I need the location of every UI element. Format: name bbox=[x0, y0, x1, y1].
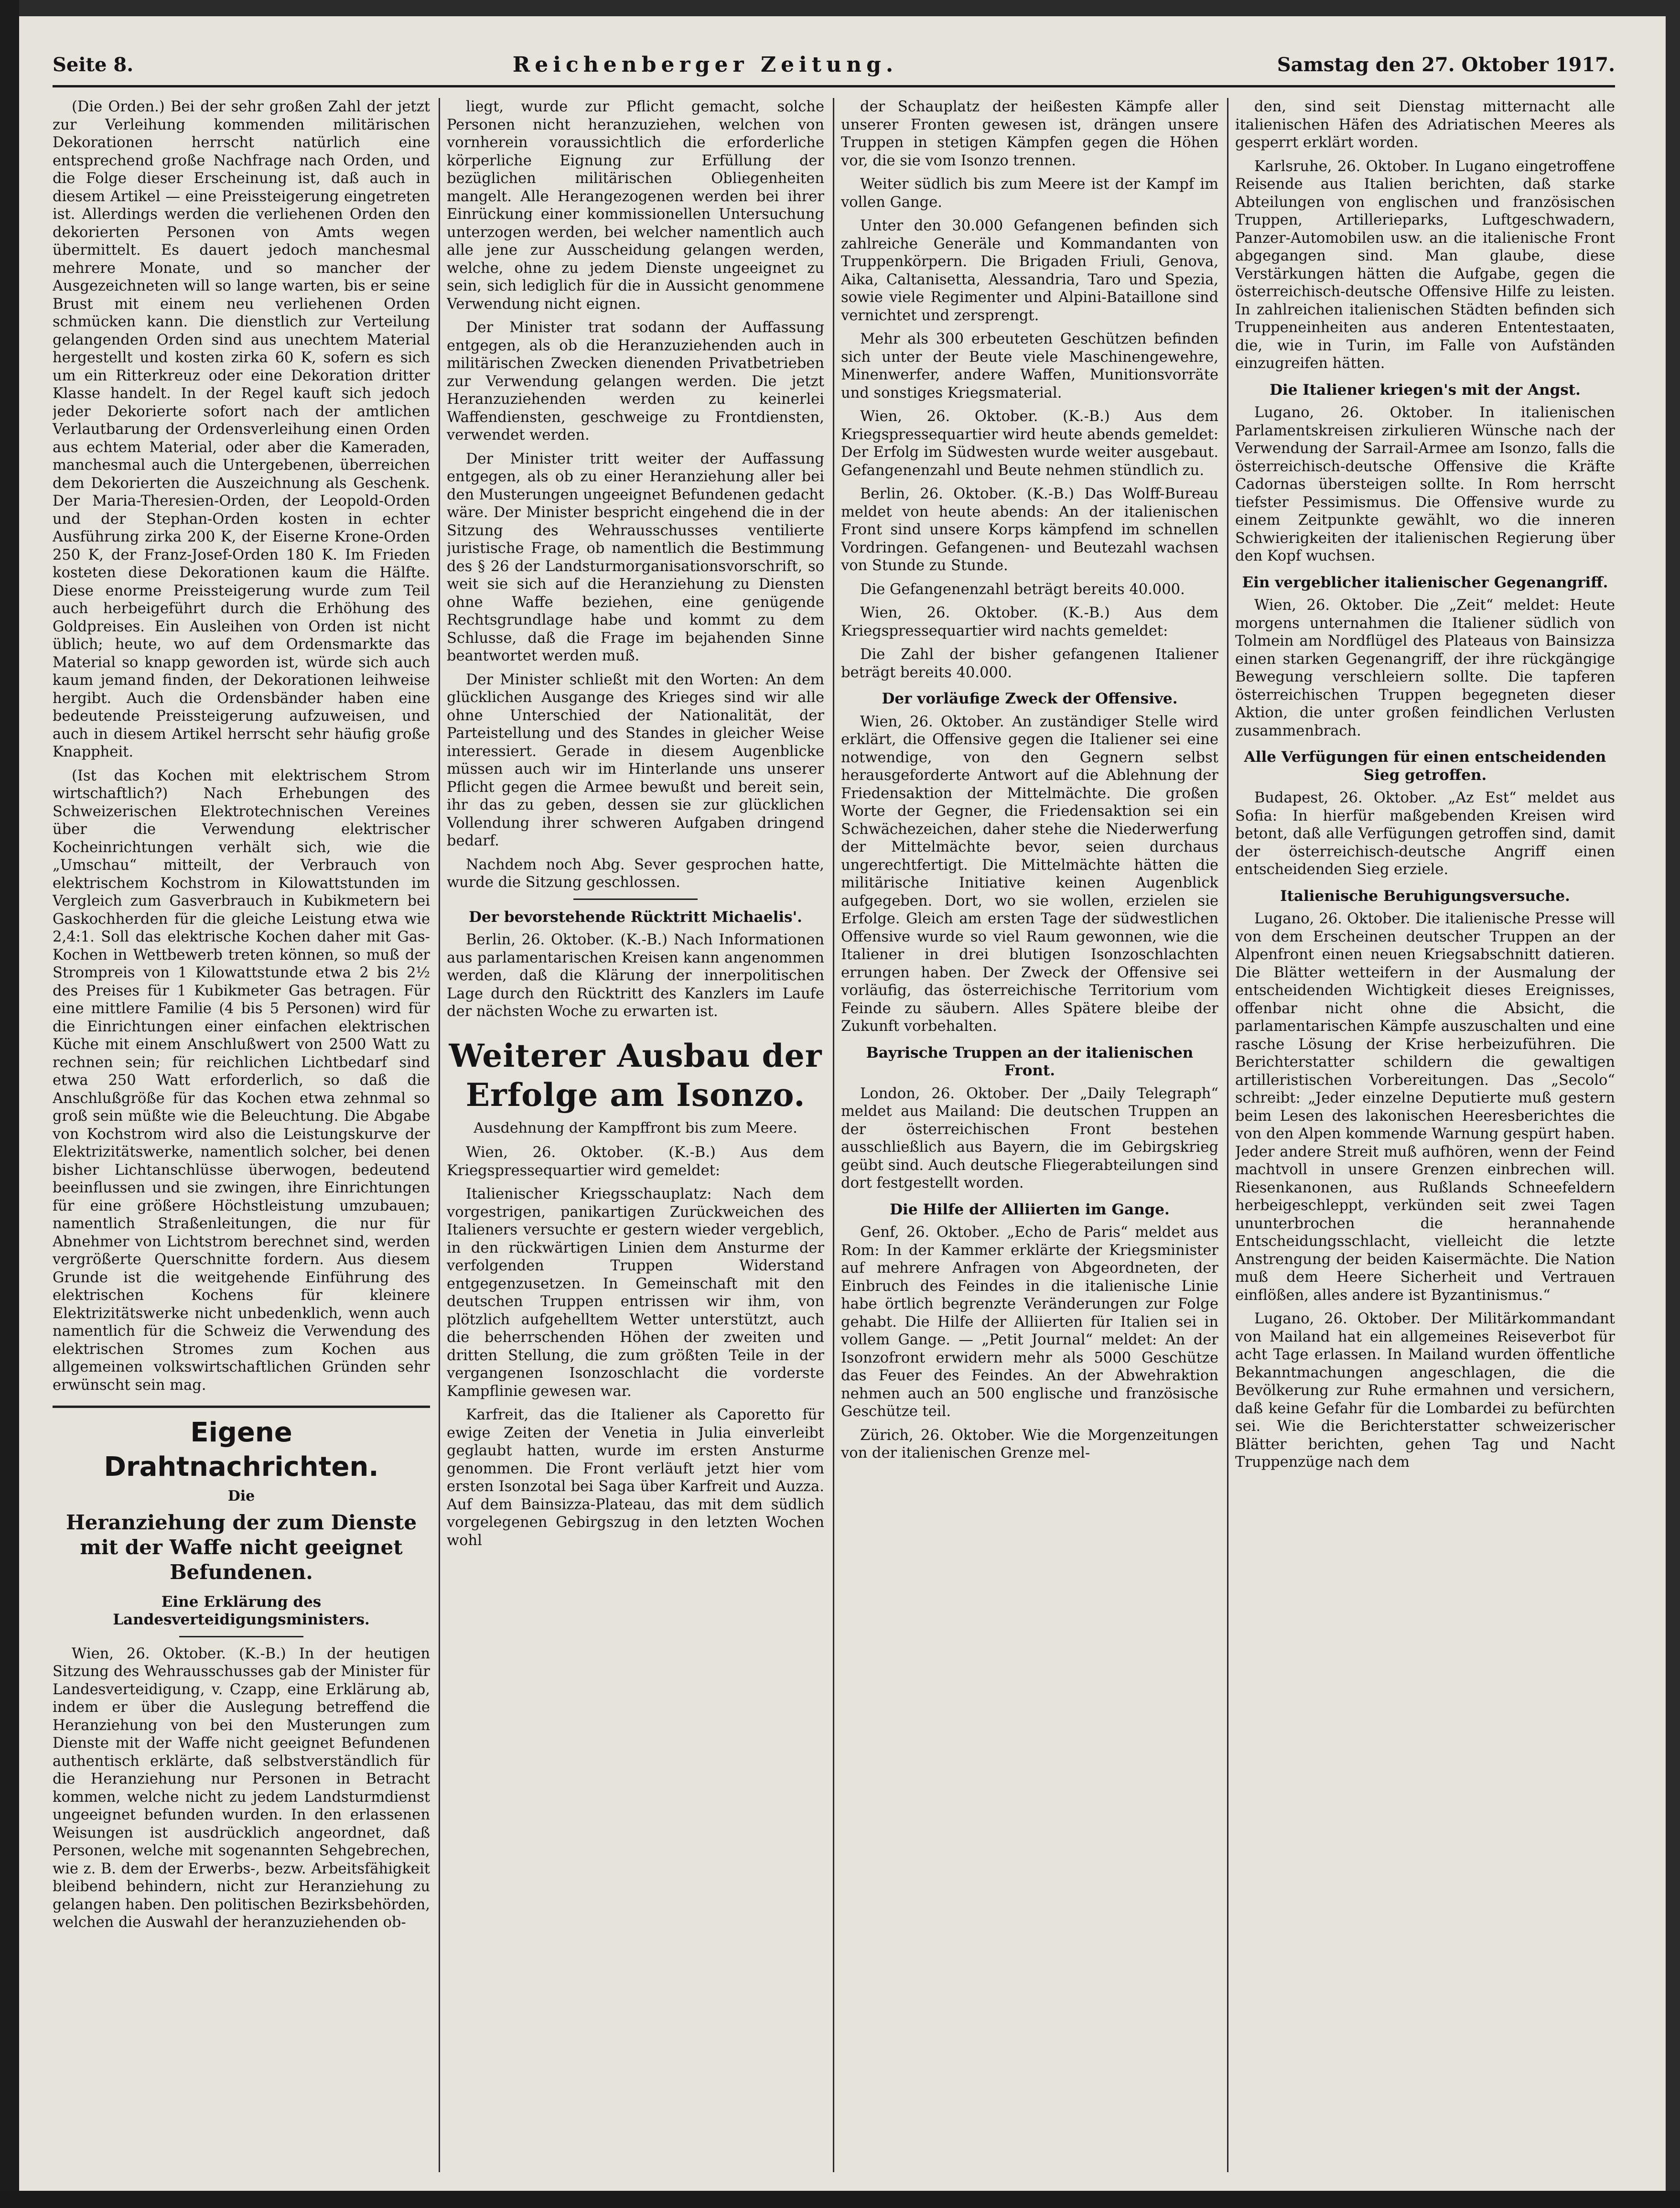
subhead: Der vorläufige Zweck der Offensive. bbox=[882, 690, 1178, 707]
column-rule bbox=[833, 98, 834, 2172]
article-orden: (Die Orden.) Bei der sehr großen Zahl der jetzt zur Verleihung kommenden militärischen Dekorationen herrscht natürlich eine entsprechend große Nachfrage nach Orden, und die Folge dieser Erscheinung ist, daß auch in diesem Artikel — eine Preissteigerung eingetreten ist. Allerdings werden die verliehenen Orden den dekorierten Personen von Amts wegen übermittelt. Es dauert jedoch manchesmal mehrere Monate, und so mancher der Ausgezeichneten will so lange warten, bis er seine Brust mit einem neu verliehenen Orden schmücken kann. Die dienstlich zur Verteilung gelangenden Orden sind aus unechtem Material hergestellt und kosten zirka 60 K, sofern es sich um ein Ritterkreuz oder eine Dekoration dritter Klasse handelt. In der Regel kauft sich jedoch jeder Dekorierte sofort nach der amtlichen Verlautbarung der Ordensverleihung einen Orden aus echtem Material, oder aber die Kameraden, manchesmal auch die Untergebenen, überreichen dem Dekorierten die Auszeichnung als Geschenk. Der Maria-Theresien-Orden, der Leopold-Orden und der Stephan-Orden kosten in echter Ausführung zirka 200 K, der Eiserne Krone-Orden 250 K, der Franz-Josef-Orden 180 K. Im Frieden kosteten diese Dekorationen kaum die Hälfte. Diese enorme Preissteigerung wurde zum Teil auch herbeigeführt durch die Erhöhung des Goldpreises. Ein Ausleihen von Orden ist nicht üblich; heute, wo auf dem Ordensmarkte das Material so knapp geworden ist, würde sich auch kaum jemand finden, der Dekorationen leihweise hergibt. Auch die Ordensbänder haben eine bedeutende Preissteigerung aufzuweisen, und auch in diesem Artikel herrscht sehr häufig große Knappheit. bbox=[53, 98, 430, 760]
scan-edge-left bbox=[0, 0, 19, 2208]
paragraph: Die Zahl der bisher gefangenen Italiener beträgt bereits 40.000. bbox=[841, 646, 1218, 681]
column-rule bbox=[439, 98, 440, 2172]
section-title: Eigene Drahtnachrichten. bbox=[53, 1406, 430, 1484]
paragraph: Wien, 26. Oktober. (K.-B.) Aus dem Kriegspressequartier wird nachts gemeldet: bbox=[841, 605, 1218, 639]
scan-edge-bottom bbox=[0, 2191, 1680, 2208]
page-number: Seite 8. bbox=[53, 53, 134, 76]
subhead: Der bevorstehende Rücktritt Michaelis'. bbox=[469, 908, 802, 926]
scan-edge-right bbox=[1666, 0, 1680, 2208]
article-kochen: (Ist das Kochen mit elektrischem Strom wirtschaftlich?) Nach Erhebungen des Schweizerischen Elektrotechnischen Vereines über die Verwendung elektrischer Kocheinrichtungen verhält sich, wie die „Umschau“ mitteilt, der Verbrauch von elektrischem Kochstrom in Kilowattstunden im Vergleich zum Gasverbrauch in Kubikmetern bei Gaskochherden für die gleiche Leistung etwa wie 2,4:1. Soll das elektrische Kochen daher mit Gas-Kochen in Wettbewerb treten können, so muß der Strompreis von 1 Kilowattstunde etwa 2 bis 2½ des Preises für 1 Kubikmeter Gas betragen. Für eine mittlere Familie (4 bis 5 Personen) wird für die Einrichtungen einer einfachen elektrischen Küche mit einem Anschlußwert von 2500 Watt zu rechnen sein; für reichlichen Lichtbedarf sind etwa 250 Watt erforderlich, so daß die Anschlußgröße für das Kochen etwa zehnmal so groß sein müßte wie die Beleuchtung. Die Abgabe von Kochstrom wird also die Leistungskurve der Elektrizitätswerke, namentlich solcher, bei denen bisher Lichtanschlüsse überwogen, bedeutend beeinflussen und sie zwingen, ihre Einrichtungen für eine größere Höchstleistung umzubauen; namentlich Straßenleitungen, die nur für Abnehmer von Lichtstrom berechnet sind, werden vergrößerte Querschnitte fordern. Aus diesem Grunde ist die weitgehende Einführung des elektrischen Kochens für kleinere Elektrizitätswerke nicht unbedenklich, wenn auch namentlich für die Schweiz die Verwendung des elektrischen Stromes zum Kochen aus allgemeinen volkswirtschaftlichen Gründen sehr erwünscht sein mag. bbox=[53, 767, 430, 1394]
headline: Heranziehung der zum Dienste mit der Waffe nicht geeignet Befundenen. bbox=[65, 1510, 417, 1584]
paragraph: Lugano, 26. Oktober. Die italienische Presse will von dem Erscheinen deutscher Truppen an der Alpenfront einen neuen Kriegsabschnitt datieren. Die Blätter wetteifern in der Ausmalung der entscheidenden Wichtigkeit dieses Ereignisses, offenbar nicht ohne die Absicht, die parlamentarischen Kämpfe auszuschalten und eine rasche Lösung der Krise herbeizuführen. Die Berichterstatter schildern die gewaltigen artilleristischen Vorbereitungen. Das „Secolo“ schreibt: „Jeder einzelne Deputierte muß gestern beim Lesen des lakonischen Heeresberichtes die von den Alpen kommende Warnung gespürt haben. Jeder andere Streit muß aufhören, wenn der Feind machtvoll in unsere Grenzen einbrechen will. Riesenkanonen, aus Rußlands Schneefeldern herbeigeschleppt, verkünden seit zwei Tagen ununterbrochen die herannahende Entscheidungsschlacht, vielleicht die letzte Anstrengung der beiden Kaisermächte. Die Nation muß dem Heere Sicherheit und Vertrauen einflößen, alles andere ist Byzantinismus.“ bbox=[1235, 910, 1615, 1304]
column-rule bbox=[1227, 98, 1228, 2172]
paragraph: Zürich, 26. Oktober. Wie die Morgenzeitungen von der italienischen Grenze mel- bbox=[841, 1427, 1218, 1461]
paragraph: Nachdem noch Abg. Sever gesprochen hatte, wurde die Sitzung geschlossen. bbox=[447, 856, 824, 891]
column-4 bbox=[1235, 98, 1615, 2172]
paragraph: London, 26. Oktober. Der „Daily Telegraph“ meldet aus Mailand: Die deutschen Truppen an der österreichischen Front bestehen ausschließlich aus Bayern, die im Gebirgskrieg geübt sind. Auch deutsche Fliegerabteilungen sind dort festgestellt worden. bbox=[841, 1085, 1218, 1191]
paragraph: Budapest, 26. Oktober. „Az Est“ meldet aus Sofia: In hierfür maßgebenden Kreisen wird betont, daß alle Verfügungen getroffen sind, damit der österreichisch-deutsche Angriff einen entscheidenden Sieg erziele. bbox=[1235, 790, 1615, 878]
paragraph: Karlsruhe, 26. Oktober. In Lugano eingetroffene Reisende aus Italien berichten, daß starke Abteilungen von englischen und französischen Truppen, Artillerieparks, Luftgeschwadern, Panzer-Automobilen usw. an die italienische Front abgegangen sind. Man glaube, diese Verstärkungen hätten die Aufgabe, gegen die österreichisch-deutsche Offensive Hilfe zu leisten. In zahlreichen italienischen Städten befinden sich Truppeneinheiten aus anderen Ententestaaten, die, wie in Turin, im Falle von Aufständen einzugreifen hätten. bbox=[1235, 158, 1615, 372]
article-body: Wien, 26. Oktober. (K.-B.) In der heutigen Sitzung des Wehrausschusses gab der Minister für Landesverteidigung, v. Czapp, eine Erklärung ab, indem er über die Auslegung betreffend die Heranziehung von bei den Musterungen zum Dienste mit der Waffe nicht geeignet Befundenen authentisch erklärte, daß selbstverständlich für die Heranziehung nur Personen in Betracht kommen, welche nicht zu jedem Landsturmdienst ungeeignet befunden wurden. In den erlassenen Weisungen ist ausdrücklich angeordnet, daß Personen, welche mit sogenannten Sehgebrechen, wie z. B. dem der Erwerbs-, bezw. Arbeitsfähigkeit bleibend behindern, nicht zur Heranziehung zu gelangen haben. Den politischen Bezirksbehörden, welchen die Auswahl der heranzuziehenden ob- bbox=[53, 1645, 430, 1931]
paragraph: Berlin, 26. Oktober. (K.-B.) Das Wolff-Bureau meldet von heute abends: An der italienischen Front sind unsere Korps kämpfend im schnellen Vordringen. Gefangenen- und Beutezahl wachsen von Stunde zu Stunde. bbox=[841, 486, 1218, 574]
big-headline: Weiterer Ausbau der Erfolge am Isonzo. bbox=[449, 1037, 822, 1114]
paragraph: Berlin, 26. Oktober. (K.-B.) Nach Informationen aus parlamentarischen Kreisen kann angenommen werden, daß die Klärung der innerpolitischen Lage durch den Rücktritt des Kanzlers im Laufe der nächsten Woche zu erwarten ist. bbox=[447, 931, 824, 1020]
scan-edge-top bbox=[0, 0, 1680, 16]
column-3 bbox=[841, 98, 1218, 2172]
paragraph: Der Minister trat sodann der Auffassung entgegen, als ob die Heranzuziehenden auch in militärischen Zwecken dienenden Privatbetrieben zur Verwendung gelangen werden. Die jetzt Heranzuziehenden werden zu keinerlei Waffendiensten, geschweige zu Frontdiensten, verwendet werden. bbox=[447, 319, 824, 444]
column-1 bbox=[53, 98, 430, 2172]
paragraph: Weiter südlich bis zum Meere ist der Kampf im vollen Gange. bbox=[841, 176, 1218, 211]
paragraph: Wien, 26. Oktober. (K.-B.) Aus dem Kriegspressequartier wird heute abends gemeldet: Der Erfolg im Südwesten wurde weiter ausgebaut. Gefangenenzahl und Beute nehmen stündlich zu. bbox=[841, 408, 1218, 479]
paragraph: Mehr als 300 erbeuteten Geschützen befinden sich unter der Beute viele Maschinengewehre, Minenwerfer, andere Waffen, Munitionsvorräte und sonstiges Kriegsmaterial. bbox=[841, 331, 1218, 401]
divider bbox=[179, 1636, 303, 1637]
subhead: Eine Erklärung des Landesverteidigungsministers. bbox=[113, 1593, 370, 1628]
subhead: Bayrische Truppen an der italienischen Front. bbox=[866, 1044, 1194, 1079]
headline-article: Die bbox=[227, 1488, 255, 1504]
paragraph: der Schauplatz der heißesten Kämpfe aller unserer Fronten gewesen ist, drängen unsere Truppen in stetigen Kämpfen gegen die Höhen vor, die sie vom Isonzo trennen. bbox=[841, 98, 1218, 169]
paragraph: Unter den 30.000 Gefangenen befinden sich zahlreiche Generäle und Kommandanten von Truppenkörpern. Die Brigaden Friuli, Genova, Aika, Caltanisetta, Alessandria, Taro und Spezia, sowie viele Regimenter und Alpini-Bataillone sind vernichtet und zersprengt. bbox=[841, 217, 1218, 324]
subhead: Die Italiener kriegen's mit der Angst. bbox=[1270, 381, 1581, 399]
masthead-rule bbox=[53, 85, 1615, 87]
paragraph: Genf, 26. Oktober. „Echo de Paris“ meldet aus Rom: In der Kammer erklärte der Kriegsminister auf mehrere Anfragen von Abgeordneten, der Einbruch des Feindes in die italienische Linie habe örtlich begrenzte Veränderungen zur Folge gehabt. Die Hilfe der Alliierten für Italien sei in vollem Gange. — „Petit Journal“ meldet: An der Isonzofront erwidern mehr als 5000 Geschütze das Feuer des Feindes. An der Abwehraktion nehmen auch an 500 englische und französische Geschütze teil. bbox=[841, 1224, 1218, 1420]
paragraph: Der Minister tritt weiter der Auffassung entgegen, als ob zu einer Heranziehung aller bei den Musterungen ungeeignet Befundenen gedacht wäre. Der Minister bespricht eingehend die in der Sitzung des Wehrausschusses ventilierte juristische Frage, ob namentlich die Bestimmung des § 26 der Landsturmorganisationsvorschrift, so weit sie sich auf die Heranziehung zu Diensten ohne Waffe beziehen, eine genügende Rechtsgrundlage habe und kommt zu dem Schlusse, daß die Frage im bejahenden Sinne beantwortet werden muß. bbox=[447, 450, 824, 664]
subhead: Italienische Beruhigungsversuche. bbox=[1280, 887, 1570, 905]
paragraph: Der Minister schließt mit den Worten: An dem glücklichen Ausgange des Krieges sind wir alle ohne Unterschied der Nationalität, der Parteistellung und des Standes in gleicher Weise interessiert. Gerade in diesem Augenblicke müssen auch wir im Hinterlande uns unserer Pflicht gegen die Armee bewußt und bereit sein, ihr das zu geben, dessen sie zur glücklichen Vollendung ihrer schweren Aufgaben dringend bedarf. bbox=[447, 671, 824, 849]
paragraph: Lugano, 26. Oktober. In italienischen Parlamentskreisen zirkulieren Wünsche nach der Verwendung der Sarrail-Armee am Isonzo, falls die österreichisch-deutsche Offensive die Kräfte Cadornas übersteigen sollte. In Rom herrscht tiefster Pessimismus. Die Offensive wurde zu einem Zeitpunkte gewählt, wo die inneren Schwierigkeiten der italienischen Regierung über den Kopf wuchsen. bbox=[1235, 404, 1615, 564]
paragraph: Italienischer Kriegsschauplatz: Nach dem vorgestrigen, panikartigen Zurückweichen des Italieners versuchte er gestern wieder vergeblich, in den rückwärtigen Linien dem Ansturme der verfolgenden Truppen Widerstand entgegenzusetzen. In Gemeinschaft mit den deutschen Truppen entrissen wir ihm, von plötzlich aufgehelltem Wetter unterstützt, auch die beherrschenden Höhen der zweiten und dritten Stellung, die zum größten Teile in der vergangenen Isonzoschlacht die vorderste Kampflinie gewesen war. bbox=[447, 1186, 824, 1400]
paragraph: Lugano, 26. Oktober. Der Militärkommandant von Mailand hat ein allgemeines Reiseverbot für acht Tage erlassen. In Mailand wurden öffentliche Bekanntmachungen angeschlagen, die die Bevölkerung zur Ruhe ermahnen und versichern, daß keine Gefahr für die Lombardei zu befürchten sei. Wie die Berichterstatter schweizerischer Blätter berichten, gehen Tag und Nacht Truppenzüge nach dem bbox=[1235, 1310, 1615, 1471]
big-subhead: Ausdehnung der Kampffront bis zum Meere. bbox=[474, 1119, 797, 1136]
subhead: Alle Verfügungen für einen entscheidenden Sieg getroffen. bbox=[1244, 748, 1606, 784]
paragraph: Wien, 26. Oktober. (K.-B.) Aus dem Kriegspressequartier wird gemeldet: bbox=[447, 1144, 824, 1179]
issue-date: Samstag den 27. Oktober 1917. bbox=[1277, 53, 1615, 76]
divider bbox=[573, 898, 698, 900]
masthead bbox=[53, 48, 1615, 81]
column-2 bbox=[447, 98, 824, 2172]
paper-name: Reichenberger Zeitung. bbox=[512, 52, 898, 77]
subhead: Die Hilfe der Alliierten im Gange. bbox=[890, 1201, 1170, 1218]
paragraph: Die Gefangenenzahl beträgt bereits 40.000. bbox=[860, 581, 1185, 598]
paragraph: den, sind seit Dienstag mitternacht alle italienischen Häfen des Adriatischen Meeres als gesperrt erklärt worden. bbox=[1235, 98, 1615, 151]
paragraph: Karfreit, das die Italiener als Caporetto für ewige Zeiten der Venetia in Julia einverleibt geglaubt hatten, wurde im ersten Ansturme genommen. Die Front verläuft jetzt hier vom ersten Isonzotal bei Saga über Karfreit und Auzza. Auf dem Bainsizza-Plateau, das mit dem südlich vorgelegenen Gebirgszug in den letzten Wochen wohl bbox=[447, 1407, 824, 1549]
paragraph: liegt, wurde zur Pflicht gemacht, solche Personen nicht heranzuziehen, welchen von vornherein voraussichtlich die erforderliche körperliche Eignung zur Erfüllung der bezüglichen militärischen Obliegenheiten mangelt. Alle Herangezogenen werden bei ihrer Einrückung einer kommissionellen Untersuchung unterzogen werden, bei welcher namentlich auch alle jene zur Ausscheidung gelangen werden, welche, ohne zu jedem Dienste ungeeignet zu sein, sich lediglich für die in Aussicht genommene Verwendung nicht eignen. bbox=[447, 98, 824, 313]
paragraph: Wien, 26. Oktober. Die „Zeit“ meldet: Heute morgens unternahmen die Italiener südlich von Tolmein am Nordflügel des Plateaus von Bainsizza einen starken Gegenangriff, der ihre rückgängige Bewegung verschleiern sollte. Die tapferen österreichischen Truppen begegneten dieser Aktion, die unter großen feindlichen Verlusten zusammenbrach. bbox=[1235, 597, 1615, 739]
paragraph: Wien, 26. Oktober. An zuständiger Stelle wird erklärt, die Offensive gegen die Italiener sei eine notwendige, von den Gegnern selbst herausgeforderte Antwort auf die Ablehnung der Friedensaktion der Mittelmächte. Die großen Worte der Gegner, die Friedensaktion sei ein Schwächezeichen, daher stehe die Niederwerfung der Mittelmächte bevor, seien durchaus ungerechtfertigt. Die Mittelmächte hätten die militärische Initiative keinen Augenblick aufgegeben. Dort, wo sie wollen, erzielen sie Erfolge. Gleich am ersten Tage der südwestlichen Offensive wurde so viel Raum gewonnen, wie die Italiener in drei blutigen Isonzoschlachten errungen haben. Der Zweck der Offensive sei vorläufig, das österreichische Territorium vom Feinde zu säubern. Alles Spätere bleibe der Zukunft vorbehalten. bbox=[841, 713, 1218, 1035]
subhead: Ein vergeblicher italienischer Gegenangriff. bbox=[1242, 574, 1608, 591]
